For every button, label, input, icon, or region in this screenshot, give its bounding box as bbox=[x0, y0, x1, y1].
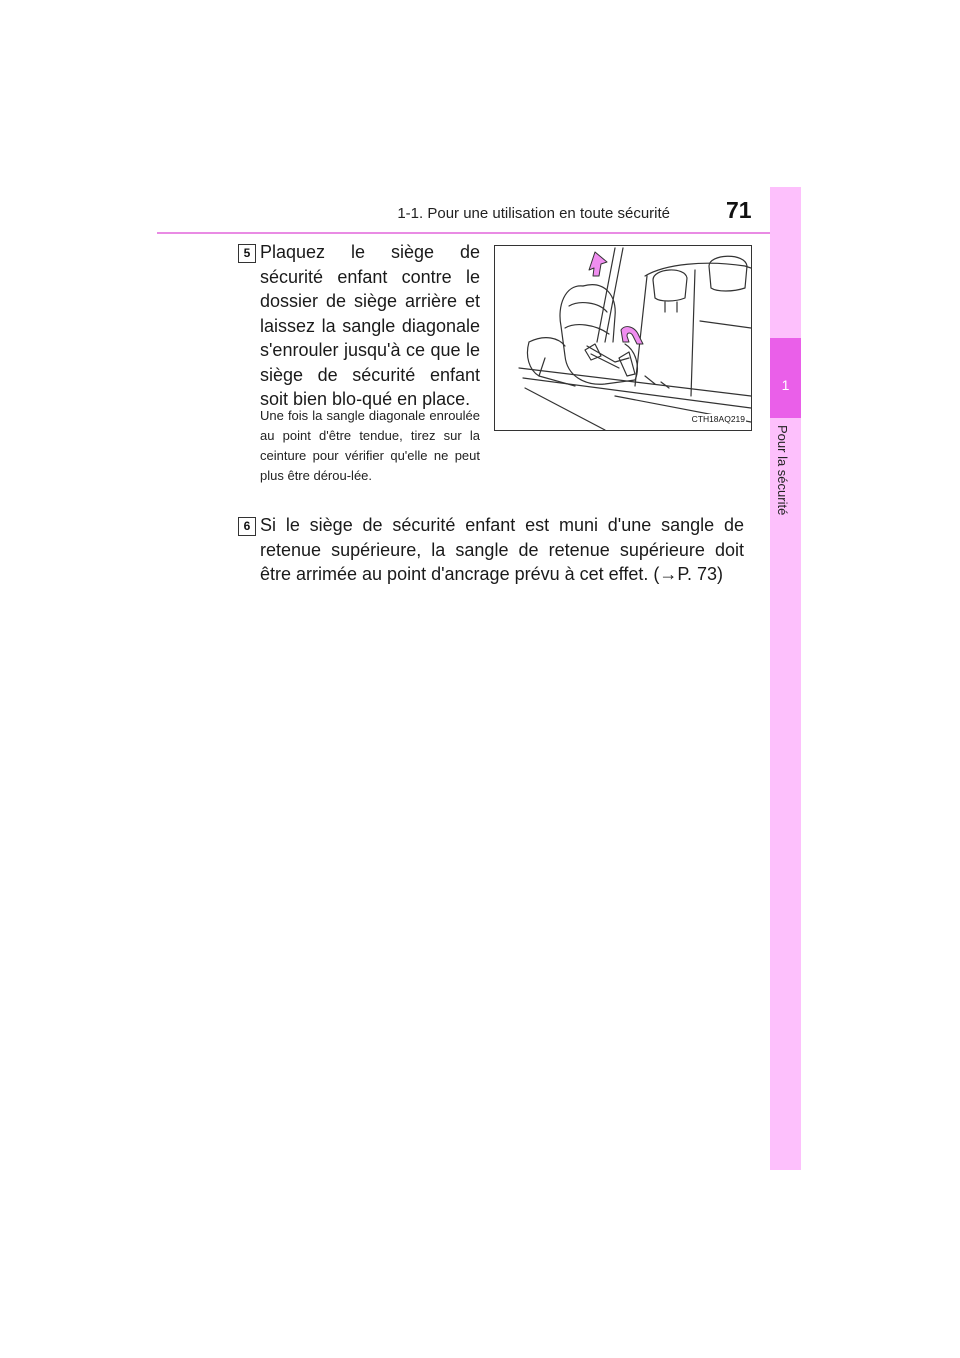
page-number: 71 bbox=[726, 197, 752, 223]
chapter-side-tab bbox=[770, 187, 801, 1170]
chapter-number: 1 bbox=[781, 377, 790, 393]
step-number-5: 5 bbox=[238, 244, 256, 263]
step-5-text: Plaquez le siège de sécurité enfant contre le dossier de siège arrière et laissez la sangle diagonale s'enrouler jusqu'à ce que le siège de sécurité enfant soit bien blo-qué en place. bbox=[260, 242, 480, 409]
section-title: 1-1. Pour une utilisation en toute sécurité bbox=[397, 205, 670, 222]
chapter-label: Pour la sécurité bbox=[775, 425, 790, 516]
step-number-6: 6 bbox=[238, 517, 256, 536]
step-6-text: Si le siège de sécurité enfant est muni d'une sangle de retenue supérieure, la sangle de retenue supérieure doit être arrimée au point d'ancrage prévu à cet effet. (→P. 73) bbox=[260, 515, 744, 584]
child-seat-illustration bbox=[494, 245, 752, 431]
header-rule bbox=[157, 232, 800, 234]
illustration-code: CTH18AQ219 bbox=[691, 414, 745, 424]
child-seat-drawing bbox=[495, 246, 751, 430]
step-5-note: Une fois la sangle diagonale enroulée au point d'être tendue, tirez sur la ceinture pour vérifier qu'elle ne peut plus être dérou-lée. bbox=[260, 408, 480, 483]
